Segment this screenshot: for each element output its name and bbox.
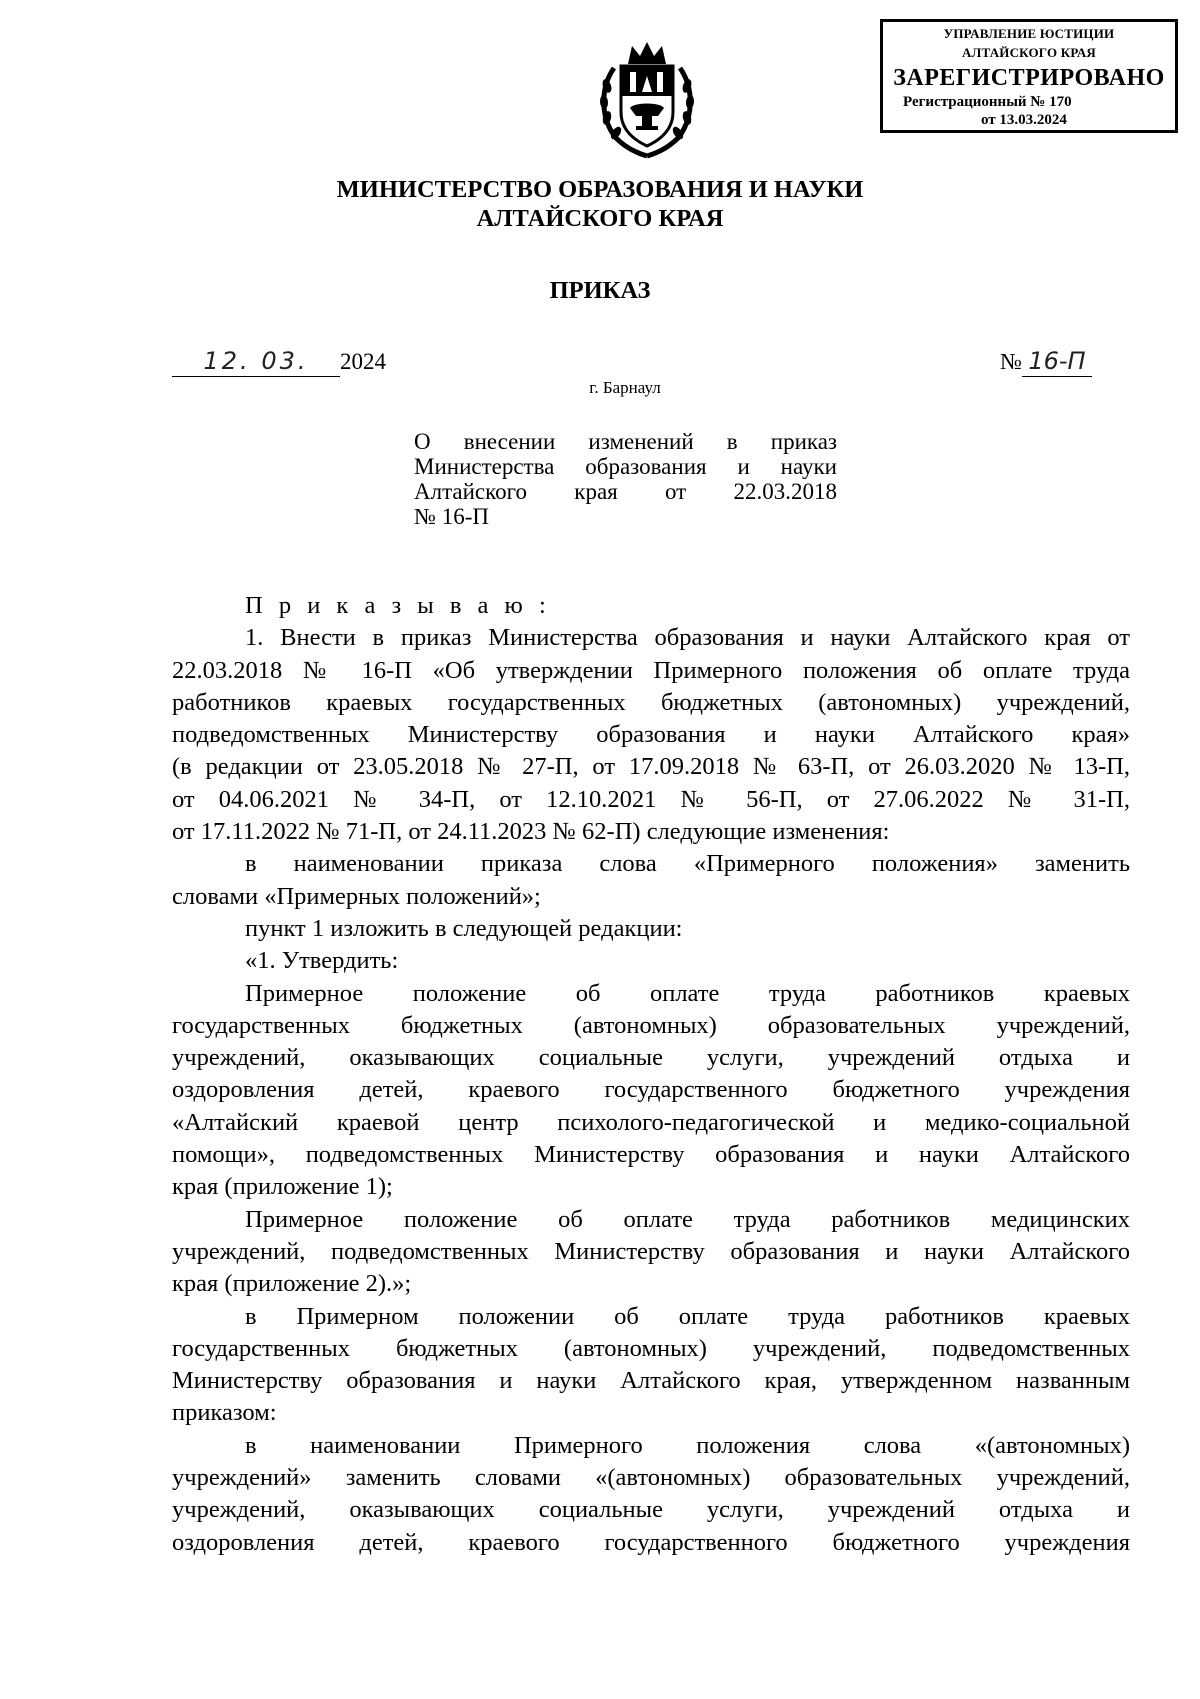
- stamp-org-line2: АЛТАЙСКОГО КРАЯ: [962, 45, 1096, 60]
- body-line: края (приложение 1);: [172, 1173, 393, 1201]
- body-line: «Алтайский краевой центр психолого-педагогической и медико-социальной: [172, 1108, 1130, 1136]
- ministry-name-line2: АЛТАЙСКОГО КРАЯ: [476, 205, 724, 232]
- body-line: словами «Примерных положений»;: [172, 882, 541, 910]
- subject-line: Министерства образования и науки: [414, 454, 837, 479]
- body-line: помощи», подведомственных Министерству образования и науки Алтайского: [172, 1141, 1130, 1169]
- body-line: в наименовании приказа слова «Примерного положения» заменить: [245, 850, 1130, 878]
- body-line: учреждений» заменить словами «(автономных) образовательных учреждений,: [172, 1464, 1130, 1492]
- order-number-prefix: №: [1000, 349, 1022, 374]
- body-line: 22.03.2018 № 16-П «Об утверждении Примерного положения об оплате труда: [172, 656, 1130, 684]
- body-line: подведомственных Министерству образования и науки Алтайского края»: [172, 721, 1130, 749]
- subject-line: № 16-П: [414, 504, 489, 529]
- body-line: «1. Утвердить:: [245, 947, 399, 975]
- body-line: учреждений, подведомственных Министерству образования и науки Алтайского: [172, 1237, 1130, 1265]
- body-line: учреждений, оказывающих социальные услуги, учреждений отдыха и: [172, 1044, 1130, 1072]
- stamp-reg-number: Регистрационный № 170: [903, 94, 1072, 110]
- body-line: 1. Внести в приказ Министерства образования и науки Алтайского края от: [245, 624, 1130, 652]
- order-subject: [414, 429, 837, 529]
- subject-line: О внесении изменений в приказ: [414, 429, 837, 454]
- subject-line: Алтайского края от 22.03.2018: [414, 479, 837, 504]
- registration-stamp: [880, 19, 1178, 133]
- body-line: Министерству образования и науки Алтайского края, утвержденном названным: [172, 1367, 1130, 1395]
- body-line: пункт 1 изложить в следующей редакции:: [245, 914, 683, 942]
- body-line: в наименовании Примерного положения слова «(автономных): [245, 1431, 1130, 1459]
- body-line: оздоровления детей, краевого государственного бюджетного учреждения: [172, 1528, 1130, 1556]
- body-line: Примерное положение об оплате труда работников краевых: [245, 979, 1130, 1007]
- body-line: в Примерном положении об оплате труда работников краевых: [245, 1302, 1130, 1330]
- body-line: государственных бюджетных (автономных) учреждений, подведомственных: [172, 1334, 1130, 1362]
- stamp-reg-date: от 13.03.2024: [981, 112, 1067, 128]
- order-verb: П р и к а з ы в а ю :: [245, 592, 551, 619]
- order-date: [172, 346, 386, 377]
- city-name: г. Барнаул: [589, 378, 661, 397]
- body-line: от 17.11.2022 № 71-П, от 24.11.2023 № 62-П) следующие изменения:: [172, 818, 890, 846]
- order-body: [172, 590, 1130, 1559]
- order-number: [1000, 346, 1092, 377]
- ministry-name-line1: МИНИСТЕРСТВО ОБРАЗОВАНИЯ И НАУКИ: [336, 176, 864, 203]
- document-type-title: ПРИКАЗ: [549, 277, 651, 304]
- body-line: государственных бюджетных (автономных) образовательных учреждений,: [172, 1011, 1130, 1039]
- body-line: учреждений, оказывающих социальные услуги, учреждений отдыха и: [172, 1496, 1130, 1524]
- order-date-handwritten: 12. 03.: [172, 346, 340, 377]
- body-line: (в редакции от 23.05.2018 № 27-П, от 17.09.2018 № 63-П, от 26.03.2020 № 13-П,: [172, 753, 1130, 781]
- order-date-year: 2024: [340, 349, 386, 374]
- altai-krai-coat-of-arms-icon: [594, 38, 700, 160]
- body-line: приказом:: [172, 1399, 277, 1427]
- order-number-handwritten: 16-П: [1022, 346, 1092, 377]
- body-line: края (приложение 2).»;: [172, 1270, 412, 1298]
- body-line: оздоровления детей, краевого государственного бюджетного учреждения: [172, 1076, 1130, 1104]
- body-line: Примерное положение об оплате труда работников медицинских: [245, 1205, 1130, 1233]
- body-line: работников краевых государственных бюджетных (автономных) учреждений,: [172, 688, 1130, 716]
- stamp-org-line1: УПРАВЛЕНИЕ ЮСТИЦИИ: [943, 26, 1115, 41]
- body-line: от 04.06.2021 № 34-П, от 12.10.2021 № 56-П, от 27.06.2022 № 31-П,: [172, 785, 1130, 813]
- stamp-status: ЗАРЕГИСТРИРОВАНО: [893, 65, 1165, 91]
